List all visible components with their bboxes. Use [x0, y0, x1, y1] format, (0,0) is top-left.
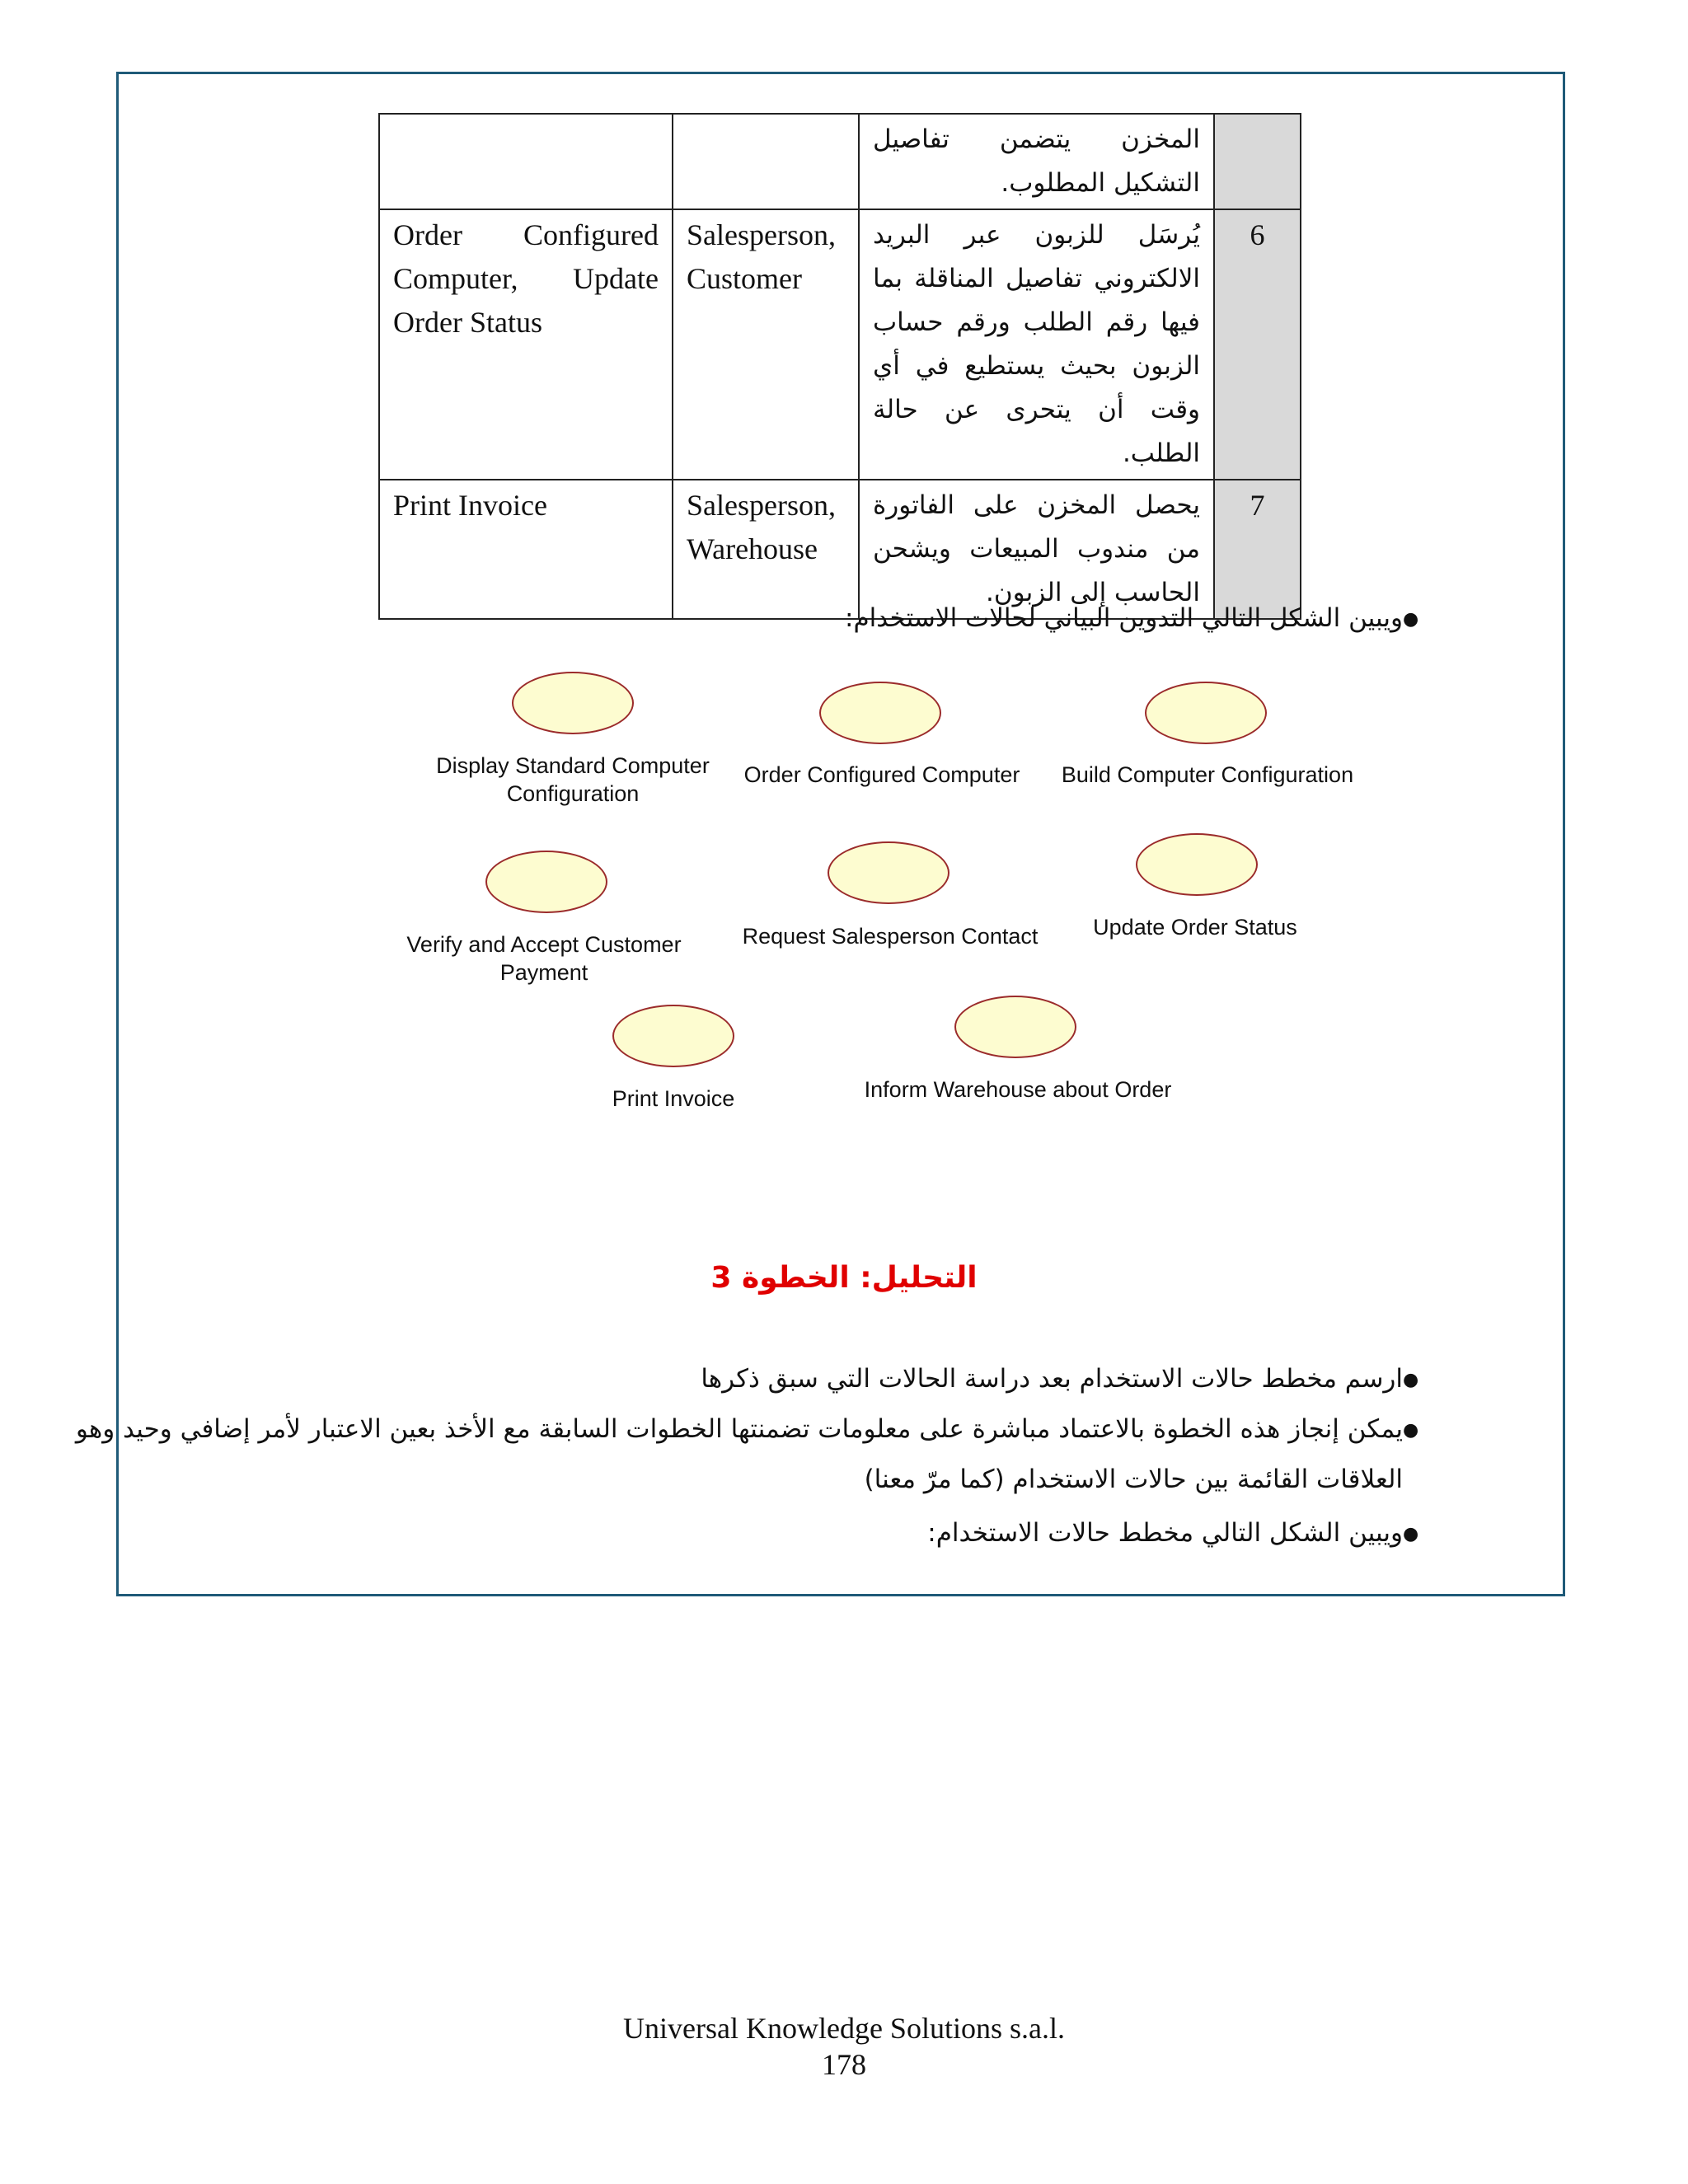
step-number-cell: 7	[1214, 480, 1301, 619]
use-case-label: Request Salesperson Contact	[742, 924, 1039, 949]
use-case-label: Inform Warehouse about Order	[864, 1077, 1172, 1102]
use-case-oval	[612, 1005, 734, 1067]
bullet-item: ● ويبين الشكل التالي مخطط حالات الاستخدام:	[927, 1510, 1439, 1558]
use-cases-cell	[379, 114, 673, 209]
use-case-oval	[485, 851, 607, 913]
bullet-item: ● يمكن إنجاز هذه الخطوة بالاعتماد مباشرة على معلومات تضمنتها الخطوات السابقة مع الأخذ بعين الاعتبار لأمر إضافي وحيد وهو	[76, 1406, 1439, 1454]
page-number: 178	[822, 2048, 866, 2081]
footer-company: Universal Knowledge Solutions s.a.l.	[623, 2012, 1065, 2045]
actors-cell: Salesperson, Customer	[673, 209, 859, 480]
step-number-cell: 6	[1214, 209, 1301, 480]
actors-cell	[673, 114, 859, 209]
description-cell: المخزن يتضمن تفاصيل التشكيل المطلوب.	[859, 114, 1214, 209]
use-case-label: Build Computer Configuration	[1061, 762, 1354, 787]
step-number-cell	[1214, 114, 1301, 209]
description-cell: يُرسَل للزبون عبر البريد الالكتروني تفاصيل المناقلة بما فيها رقم الطلب ورقم حساب الزبون بحيث يستطيع في أي وقت أن يتحرى عن حالة الطلب.	[859, 209, 1214, 480]
use-case-label: Update Order Status	[1093, 915, 1297, 940]
use-case-label: Verify and Accept Customer Payment	[406, 932, 682, 985]
description-cell: يحصل المخزن على الفاتورة من مندوب المبيعات ويشحن الحاسب إلى الزبون.	[859, 480, 1214, 619]
section-heading: التحليل: الخطوة 3	[710, 1261, 978, 1295]
bullet-item: ● ارسم مخطط حالات الاستخدام بعد دراسة الحالات التي سبق ذكرها	[701, 1356, 1439, 1404]
intro-bullet: ● ويبين الشكل التالي التدوين البياني لحالات الاستخدام:	[845, 595, 1439, 643]
use-case-oval	[819, 682, 941, 744]
use-case-oval	[828, 841, 950, 904]
use-case-table	[378, 113, 1301, 620]
use-case-oval	[512, 672, 634, 734]
use-case-label: Order Configured Computer	[743, 762, 1020, 787]
use-cases-cell: Print Invoice	[379, 480, 673, 619]
use-cases-cell: Order Configured Computer, Update Order Status	[379, 209, 673, 480]
table-row	[379, 209, 1301, 480]
use-case-oval	[1136, 833, 1258, 896]
bullet-continuation: العلاقات القائمة بين حالات الاستخدام (كما مرّ معنا)	[864, 1465, 1403, 1494]
use-case-oval	[954, 996, 1076, 1058]
table-row	[379, 114, 1301, 209]
use-case-label: Print Invoice	[612, 1086, 735, 1111]
use-case-oval	[1145, 682, 1267, 744]
actors-cell: Salesperson, Warehouse	[673, 480, 859, 619]
use-case-label: Display Standard Computer Configuration	[436, 753, 710, 806]
